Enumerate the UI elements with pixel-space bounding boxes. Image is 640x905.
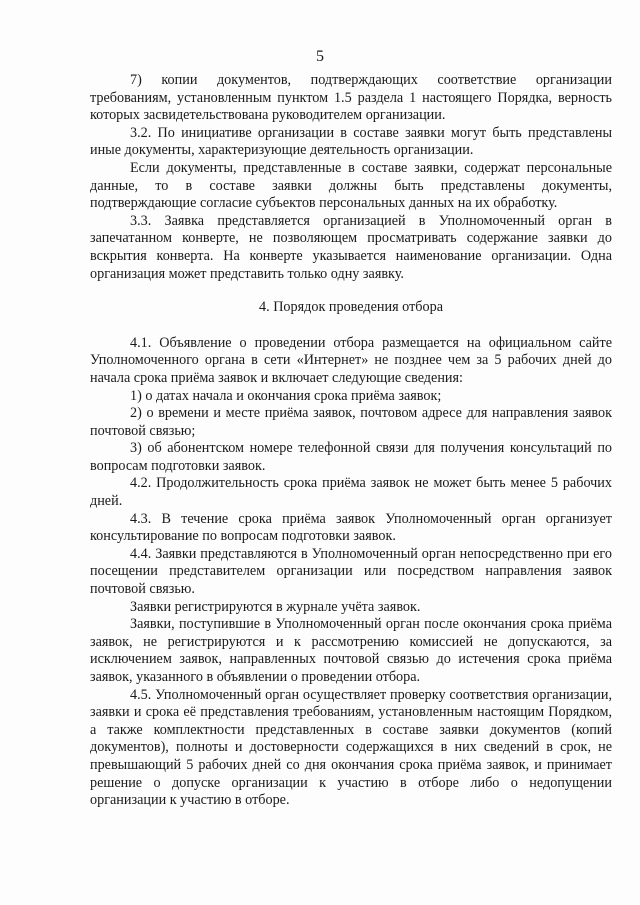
paragraph-4-5: 4.5. Уполномоченный орган осуществляет проверку соответствия организации, заявки и срока её представления требованиям, установленным настоящим Порядком, а также комплектности представленных в составе заявки документов (копий документов), полноты и достоверности содержащихся в них сведений в срок, не превышающий 5 рабочих дней со дня окончания срока приёма заявок, и принимает решение о допуске организации к участию в отборе либо о недопущении организации к участию в отборе.: [90, 686, 612, 809]
paragraph-late-applications: Заявки, поступившие в Уполномоченный орган после окончания срока приёма заявок, не регистрируются и к рассмотрению комиссией не допускаются, за исключением заявок, направленных почтовой связью до истечения срока приёма заявок, указанного в объявлении о проведении отбора.: [90, 616, 612, 685]
paragraph-personal-data: Если документы, представленные в составе заявки, содержат персональные данные, то в составе заявки должны быть представлены документы, подтверждающие согласие субъектов персональных данных на их обработку.: [90, 159, 612, 212]
paragraph-4-3: 4.3. В течение срока приёма заявок Уполномоченный орган организует консультирование по вопросам подготовки заявок.: [90, 510, 612, 545]
list-item-2: 2) о времени и месте приёма заявок, почтовом адресе для направления заявок почтовой связью;: [90, 405, 612, 439]
page-number: 5: [316, 48, 324, 65]
list-item-1: 1) о датах начала и окончания срока приёма заявок;: [130, 387, 442, 404]
paragraph-3-2: 3.2. По инициативе организации в составе заявки могут быть представлены иные документы, характеризующие деятельность организации.: [90, 124, 612, 159]
list-item-3: 3) об абонентском номере телефонной связи для получения консультаций по вопросам подготовки заявок.: [90, 440, 612, 474]
paragraph-4-1: 4.1. Объявление о проведении отбора размещается на официальном сайте Уполномоченного органа в сети «Интернет» не позднее чем за 5 рабочих дней до начала срока приёма заявок и включает следующие сведения:: [90, 334, 612, 386]
section-heading: 4. Порядок проведения отбора: [259, 299, 443, 316]
paragraph-4-4: 4.4. Заявки представляются в Уполномоченный орган непосредственно при его посещении представителем организации или посредством направления заявок почтовой связью.: [90, 545, 612, 598]
paragraph-registration: Заявки регистрируются в журнале учёта заявок.: [130, 598, 421, 615]
paragraph-3-1-item-7: 7) копии документов, подтверждающих соответствие организации требованиям, установленным пунктом 1.5 раздела 1 настоящего Порядка, верность которых засвидетельствована руководителем организации.: [90, 72, 612, 124]
paragraph-3-3: 3.3. Заявка представляется организацией в Уполномоченный орган в запечатанном конверте, не позволяющем просматривать содержание заявки до вскрытия конверта. На конверте указывается наименование организации. Одна организация может представить только одну заявку.: [90, 212, 612, 282]
document-body: [90, 72, 612, 810]
paragraph-4-2: 4.2. Продолжительность срока приёма заявок не может быть менее 5 рабочих дней.: [90, 475, 612, 510]
